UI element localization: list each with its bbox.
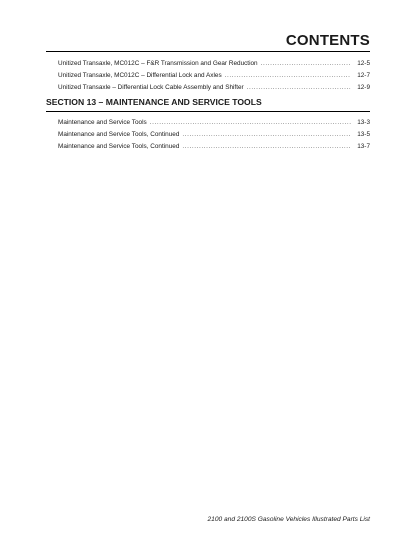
footer-text: 2100 and 2100S Gasoline Vehicles Illustrated Parts List <box>207 516 370 523</box>
toc-entry-title: Maintenance and Service Tools <box>58 119 147 126</box>
toc-dot-leader <box>225 70 351 82</box>
toc-entry[interactable] <box>58 82 370 94</box>
page-title: CONTENTS <box>285 32 370 49</box>
toc-entry-page: 13-7 <box>357 143 370 150</box>
toc-entry-title: Maintenance and Service Tools, Continued <box>58 143 180 150</box>
toc-list-section-12 <box>58 58 370 94</box>
toc-entry[interactable] <box>58 117 370 129</box>
toc-entry[interactable] <box>58 70 370 82</box>
toc-entry-page: 13-5 <box>357 131 370 138</box>
toc-dot-leader <box>182 129 351 141</box>
toc-entry[interactable] <box>58 141 370 153</box>
toc-dot-leader <box>247 82 351 94</box>
section-13-heading: SECTION 13 – MAINTENANCE AND SERVICE TOOLS <box>46 97 262 107</box>
toc-entry[interactable] <box>58 58 370 70</box>
toc-entry-title: Unitized Transaxle – Differential Lock Cable Assembly and Shifter <box>58 84 244 91</box>
section-rule <box>46 111 370 112</box>
toc-entry-page: 12-5 <box>357 60 370 67</box>
toc-entry-page: 12-9 <box>357 84 370 91</box>
toc-entry-title: Unitized Transaxle, MC012C – Differential Lock and Axles <box>58 72 222 79</box>
toc-dot-leader <box>182 141 351 153</box>
toc-entry-title: Unitized Transaxle, MC012C – F&R Transmission and Gear Reduction <box>58 60 258 67</box>
toc-entry-page: 13-3 <box>357 119 370 126</box>
toc-entry[interactable] <box>58 129 370 141</box>
title-rule <box>46 51 370 52</box>
toc-entry-title: Maintenance and Service Tools, Continued <box>58 131 180 138</box>
toc-dot-leader <box>261 58 351 70</box>
toc-entry-page: 12-7 <box>357 72 370 79</box>
toc-list-section-13 <box>58 117 370 153</box>
toc-dot-leader <box>150 117 351 129</box>
